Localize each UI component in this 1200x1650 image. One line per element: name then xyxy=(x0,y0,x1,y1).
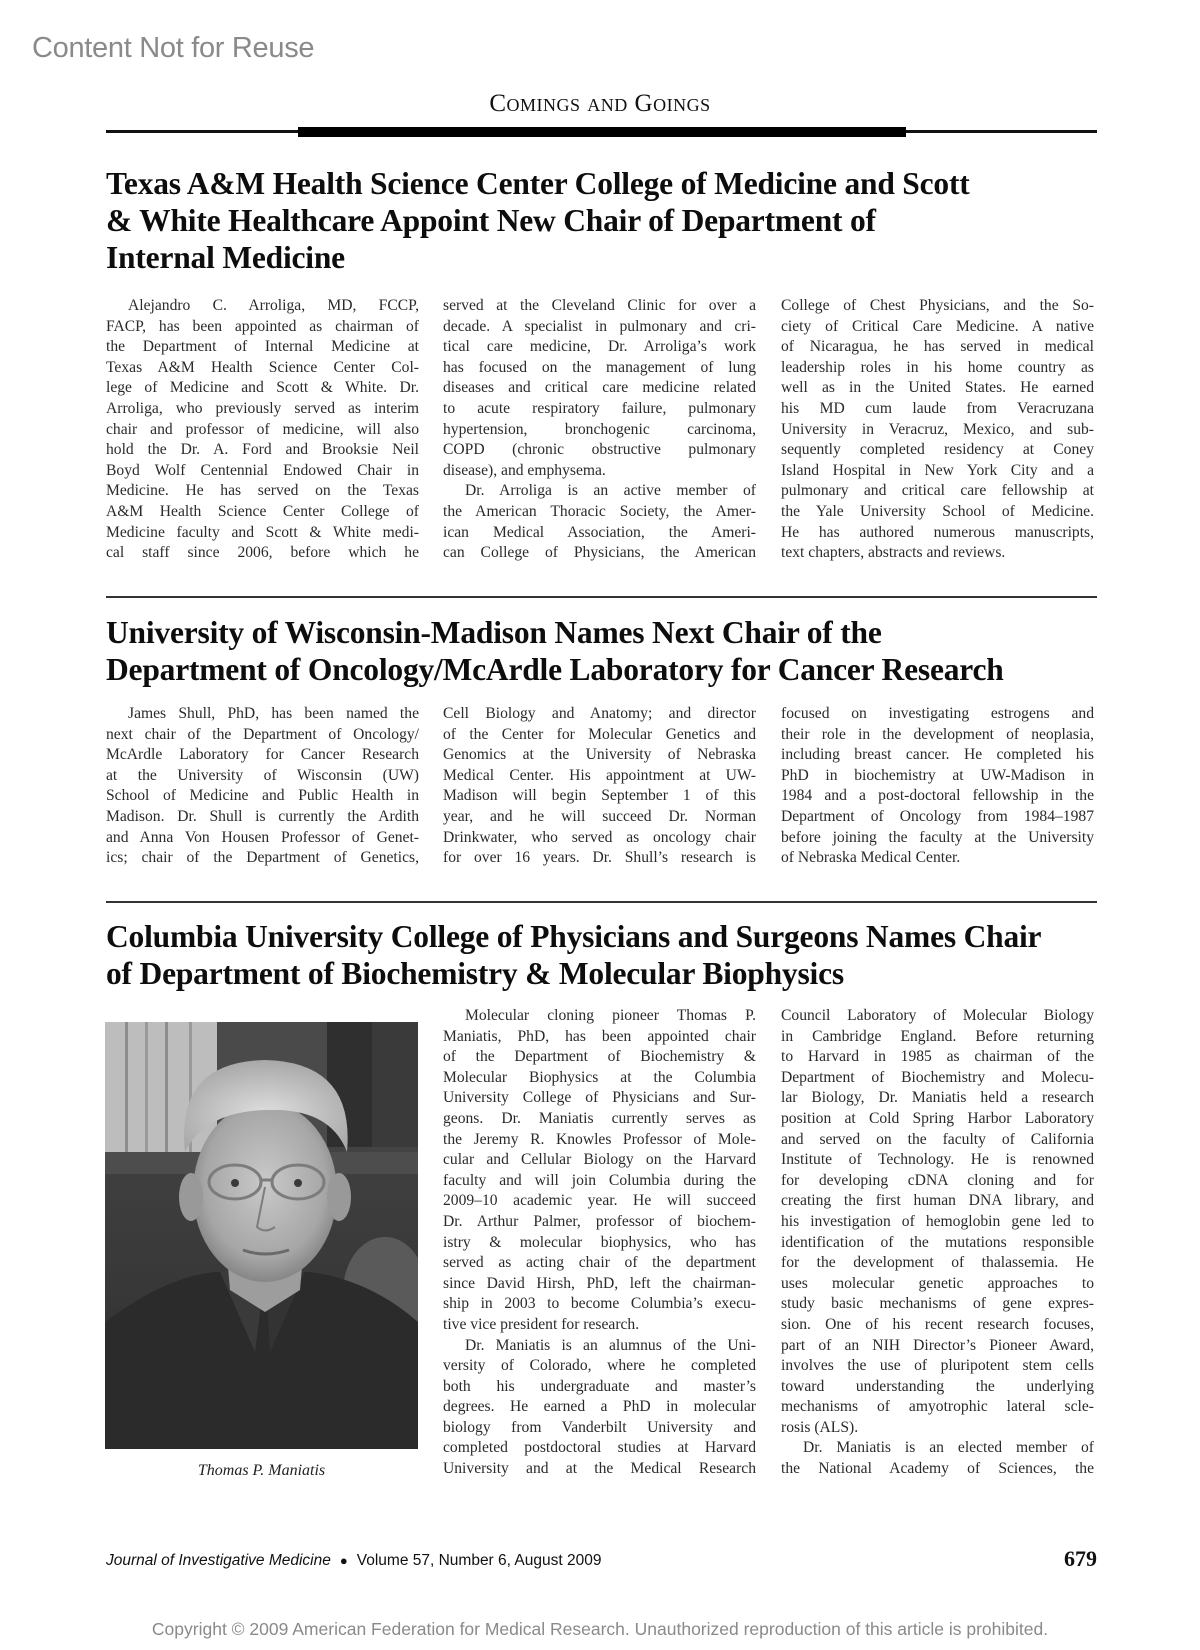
text-line: He has authored numerous manuscripts, xyxy=(781,523,1094,541)
text-line: Alejandro C. Arroliga, MD, FCCP, xyxy=(128,297,419,314)
text-line: ciety of Critical Care Medicine. A native xyxy=(781,317,1094,335)
text-line: Medical Center. His appointment at UW- xyxy=(443,766,756,784)
article-1-headline xyxy=(106,165,1101,276)
text-line: for over 16 years. Dr. Shull’s research is xyxy=(443,849,756,867)
copyright-notice: Copyright © 2009 American Federation for Medical Research. Unauthorized reproduction of this article is prohibited. xyxy=(151,1619,1049,1639)
text-line: and Anna Von Housen Professor of Genet- xyxy=(106,828,419,846)
article-3-headline xyxy=(106,918,1101,992)
text-line: has focused on the management of lung xyxy=(443,358,756,376)
text-line: Dr. Arthur Palmer, professor of biochem- xyxy=(443,1212,756,1230)
article-2-headline xyxy=(106,614,1101,688)
text-line: his MD cum laude from Veracruzana xyxy=(781,399,1094,417)
portrait-image xyxy=(105,1022,418,1449)
text-line: ship in 2003 to become Columbia’s execu- xyxy=(443,1295,756,1313)
text-line: the American Thoracic Society, the Amer- xyxy=(443,502,756,520)
bullet-separator: ● xyxy=(339,1553,348,1568)
text-line: geons. Dr. Maniatis currently serves as xyxy=(443,1109,756,1127)
text-line: cular and Cellular Biology on the Harvard xyxy=(443,1151,756,1169)
text-line: Molecular cloning pioneer Thomas P. xyxy=(465,1007,756,1024)
text-line: focused on investigating estrogens and xyxy=(781,705,1094,722)
text-line: Boyd Wolf Centennial Endowed Chair in xyxy=(106,461,419,479)
text-line: James Shull, PhD, has been named the xyxy=(128,705,419,722)
text-line: served as acting chair of the department xyxy=(443,1254,756,1272)
text-line: lar Biology, Dr. Maniatis held a research xyxy=(781,1089,1094,1107)
text-line: faculty and will join Columbia during the xyxy=(443,1171,756,1189)
text-line: University and at the Medical Research xyxy=(443,1460,756,1478)
text-line: Arroliga, who previously served as interim xyxy=(106,399,419,417)
text-line: study basic mechanisms of gene expres- xyxy=(781,1295,1094,1313)
text-line: FACP, has been appointed as chairman of xyxy=(106,317,419,335)
headline-line: Texas A&M Health Science Center College of Medicine and Scott xyxy=(106,166,970,201)
text-line: tive vice president for research. xyxy=(443,1315,640,1333)
text-line: the Department of Internal Medicine at xyxy=(106,338,419,356)
text-line: the Yale University School of Medicine. xyxy=(781,502,1094,520)
text-line: Genomics at the University of Nebraska xyxy=(443,746,756,764)
headline-line: University of Wisconsin-Madison Names Next Chair of the xyxy=(106,615,882,650)
text-line: part of an NIH Director’s Pioneer Award, xyxy=(781,1336,1094,1354)
section-divider xyxy=(106,596,1097,598)
text-line: Texas A&M Health Science Center Col- xyxy=(106,358,419,376)
text-line: of the Department of Biochemistry & xyxy=(443,1048,756,1066)
text-line: to Harvard in 1985 as chairman of the xyxy=(781,1048,1094,1066)
text-line: text chapters, abstracts and reviews. xyxy=(781,544,1006,562)
text-line: uses molecular genetic approaches to xyxy=(781,1274,1094,1292)
text-line: identification of the mutations responsible xyxy=(781,1233,1094,1251)
text-line: leadership roles in his home country as xyxy=(781,358,1094,376)
headline-line: Department of Oncology/McArdle Laboratory for Cancer Research xyxy=(106,652,1004,687)
portrait-photo xyxy=(105,1022,418,1449)
article-2-column-1 xyxy=(106,704,419,869)
headline-line: of Department of Biochemistry & Molecular Biophysics xyxy=(106,956,844,991)
journal-name: Journal of Investigative Medicine xyxy=(106,1552,331,1569)
text-line: since David Hirsh, PhD, left the chairman- xyxy=(443,1274,756,1292)
text-line: at the University of Wisconsin (UW) xyxy=(106,766,419,784)
text-line: Madison will begin September 1 of this xyxy=(443,787,756,805)
headline-line: Columbia University College of Physicians and Surgeons Names Chair xyxy=(106,919,1042,954)
text-line: Dr. Maniatis is an alumnus of the Uni- xyxy=(465,1336,756,1354)
headline-line: & White Healthcare Appoint New Chair of Department of xyxy=(106,203,876,238)
text-line: before joining the faculty at the University xyxy=(781,828,1094,846)
text-line: ican Medical Association, the Ameri- xyxy=(443,523,756,541)
text-line: McArdle Laboratory for Cancer Research xyxy=(106,746,419,764)
text-line: the National Academy of Sciences, the xyxy=(781,1460,1094,1478)
article-3-column-3 xyxy=(781,1006,1094,1480)
text-line: for developing cDNA cloning and for xyxy=(781,1171,1094,1189)
text-line: tical care medicine, Dr. Arroliga’s work xyxy=(443,338,756,356)
text-line: completed postdoctoral studies at Harvard xyxy=(443,1439,756,1457)
text-line: COPD (chronic obstructive pulmonary xyxy=(443,441,756,459)
text-line: College of Chest Physicians, and the So- xyxy=(781,297,1094,314)
text-line: lege of Medicine and Scott & White. Dr. xyxy=(106,379,419,397)
text-line: to acute respiratory failure, pulmonary xyxy=(443,399,756,417)
text-line: well as in the United States. He earned xyxy=(781,379,1094,397)
text-line: of Nebraska Medical Center. xyxy=(781,849,961,867)
text-line: Dr. Arroliga is an active member of xyxy=(465,482,756,500)
text-line: next chair of the Department of Oncology/ xyxy=(106,725,419,743)
text-line: School of Medicine and Public Health in xyxy=(106,787,419,805)
text-line: Institute of Technology. He is renowned xyxy=(781,1151,1094,1169)
headline-line: Internal Medicine xyxy=(106,240,345,275)
text-line: involves the use of pluripotent stem cells xyxy=(781,1357,1094,1375)
text-line: degrees. He earned a PhD in molecular xyxy=(443,1398,756,1416)
text-line: in Cambridge England. Before returning xyxy=(781,1027,1094,1045)
text-line: ics; chair of the Department of Genetics, xyxy=(106,849,419,867)
text-line: Medicine. He has served on the Texas xyxy=(106,482,419,500)
text-line: decade. A specialist in pulmonary and cri- xyxy=(443,317,756,335)
text-line: of Nicaragua, he has served in medical xyxy=(781,338,1094,356)
text-line: Island Hospital in New York City and a xyxy=(781,461,1094,479)
journal-footer xyxy=(106,1552,601,1570)
text-line: 1984 and a post-doctoral fellowship in the xyxy=(781,787,1094,805)
text-line: position at Cold Spring Harbor Laboratory xyxy=(781,1109,1094,1127)
header-rule-bold xyxy=(298,127,906,137)
text-line: mechanisms of amyotrophic lateral scle- xyxy=(781,1398,1094,1416)
text-line: Council Laboratory of Molecular Biology xyxy=(781,1007,1094,1024)
text-line: chair and professor of medicine, will also xyxy=(106,420,419,438)
text-line: 2009–10 academic year. He will succeed xyxy=(443,1192,756,1210)
text-line: versity of Colorado, where he completed xyxy=(443,1357,756,1375)
running-head: Comings and Goings xyxy=(489,90,711,117)
text-line: sion. One of his recent research focuses, xyxy=(781,1315,1094,1333)
text-line: and served on the faculty of California xyxy=(781,1130,1094,1148)
text-line: A&M Health Science Center College of xyxy=(106,502,419,520)
text-line: Cell Biology and Anatomy; and director xyxy=(443,705,756,722)
text-line: Maniatis, PhD, has been appointed chair xyxy=(443,1027,756,1045)
article-2-column-3 xyxy=(781,704,1094,869)
text-line: Department of Oncology from 1984–1987 xyxy=(781,807,1094,825)
issue-info: Volume 57, Number 6, August 2009 xyxy=(356,1552,602,1569)
text-line: his investigation of hemoglobin gene led to xyxy=(781,1212,1094,1230)
article-1-column-3 xyxy=(781,296,1094,564)
text-line: disease), and emphysema. xyxy=(443,461,606,479)
text-line: biology from Vanderbilt University and xyxy=(443,1418,756,1436)
article-3-column-2 xyxy=(443,1006,756,1480)
article-1-column-2 xyxy=(443,296,756,564)
photo-caption: Thomas P. Maniatis xyxy=(197,1462,326,1479)
text-line: Drinkwater, who served as oncology chair xyxy=(443,828,756,846)
article-1-column-1 xyxy=(106,296,419,564)
text-line: istry & molecular biophysics, who has xyxy=(443,1233,756,1251)
text-line: Madison. Dr. Shull is currently the Ardith xyxy=(106,807,419,825)
page-number: 679 xyxy=(1064,1546,1097,1571)
text-line: of the Center for Molecular Genetics and xyxy=(443,725,756,743)
text-line: PhD in biochemistry at UW-Madison in xyxy=(781,766,1094,784)
text-line: hypertension, bronchogenic carcinoma, xyxy=(443,420,756,438)
article-2-column-2 xyxy=(443,704,756,869)
text-line: their role in the development of neoplasia, xyxy=(781,725,1094,743)
text-line: including breast cancer. He completed his xyxy=(781,746,1094,764)
section-divider xyxy=(106,901,1097,903)
text-line: Molecular Biophysics at the Columbia xyxy=(443,1068,756,1086)
text-line: Medicine faculty and Scott & White medi- xyxy=(106,523,419,541)
text-line: diseases and critical care medicine related xyxy=(443,379,756,397)
text-line: pulmonary and critical care fellowship at xyxy=(781,482,1094,500)
text-line: for the development of thalassemia. He xyxy=(781,1254,1094,1272)
text-line: both his undergraduate and master’s xyxy=(443,1377,756,1395)
text-line: University in Veracruz, Mexico, and sub- xyxy=(781,420,1094,438)
text-line: rosis (ALS). xyxy=(781,1418,859,1436)
text-line: the Jeremy R. Knowles Professor of Mole- xyxy=(443,1130,756,1148)
text-line: creating the first human DNA library, and xyxy=(781,1192,1094,1210)
text-line: sequently completed residency at Coney xyxy=(781,441,1094,459)
text-line: year, and he will succeed Dr. Norman xyxy=(443,807,756,825)
text-line: Department of Biochemistry and Molecu- xyxy=(781,1068,1094,1086)
text-line: cal staff since 2006, before which he xyxy=(106,544,419,562)
text-line: can College of Physicians, the American xyxy=(443,544,756,562)
text-line: hold the Dr. A. Ford and Brooksie Neil xyxy=(106,441,419,459)
text-line: Dr. Maniatis is an elected member of xyxy=(803,1439,1094,1457)
text-line: served at the Cleveland Clinic for over a xyxy=(443,297,756,314)
text-line: University College of Physicians and Sur- xyxy=(443,1089,756,1107)
text-line: toward understanding the underlying xyxy=(781,1377,1094,1395)
watermark: Content Not for Reuse xyxy=(32,32,315,64)
